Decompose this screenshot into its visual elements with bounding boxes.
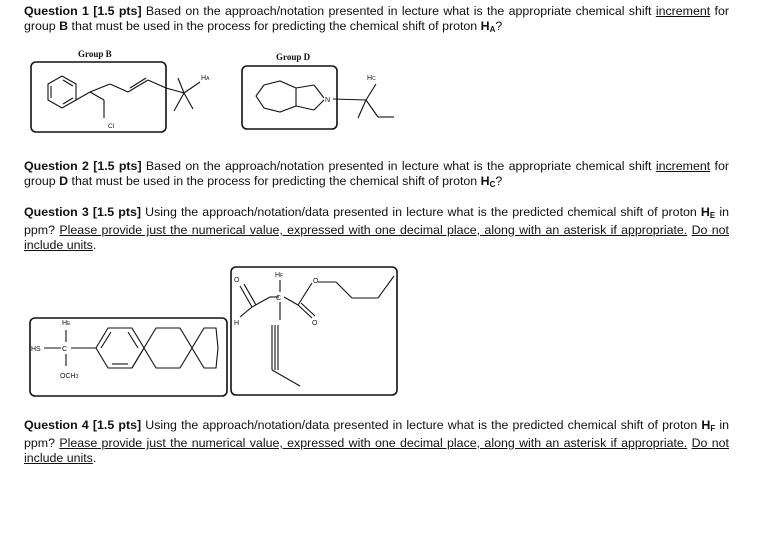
hf-label: HF	[275, 272, 284, 279]
q2-text-b: for group	[24, 159, 729, 188]
fused-ring-2	[192, 328, 218, 368]
n-atom-label: N	[325, 97, 331, 104]
q2-proton-sub: C	[489, 180, 496, 189]
q3-proton-sub: E	[709, 211, 716, 220]
q4-no-units: Do not include units	[24, 436, 729, 465]
carbonyl-o-label: O	[312, 320, 318, 327]
right-molecule-box	[231, 267, 397, 395]
q2-text-a: Based on the approach/notation presented in lecture what is the appropriate chemical shift	[141, 159, 656, 173]
q4-text-b: in ppm?	[24, 418, 729, 450]
q1-proton-sub: A	[489, 25, 496, 34]
q3-instruction: Please provide just the numerical value, expressed with one decimal place, along with an asterisk if appropriate.	[59, 223, 688, 237]
question-4-text	[24, 418, 729, 466]
c2-atom-label: C	[276, 295, 282, 302]
ha-label: HA	[201, 75, 210, 82]
phenyl-ring	[96, 328, 144, 368]
question-4-heading: Question 4 [1.5 pts]	[24, 418, 142, 432]
hc-label: HC	[367, 75, 376, 82]
q1-text-b: for group	[24, 4, 729, 33]
group-b-label: Group B	[78, 49, 112, 59]
och3-label: OCH3	[60, 373, 79, 380]
ester-o-label: O	[313, 278, 319, 285]
q3-text-a: Using the approach/notation/data presented in lecture what is the predicted chemical shift of proton	[141, 205, 701, 219]
q3-proton: H	[700, 205, 710, 219]
q1-text-a: Based on the approach/notation presented in lecture what is the appropriate chemical shift	[141, 4, 656, 18]
q4-proton-sub: F	[710, 424, 716, 433]
q2-underlined: increment	[655, 159, 711, 173]
q4-text-a: Using the approach/notation/data presented in lecture what is the predicted chemical shift of proton	[141, 418, 702, 432]
group-d-label: Group D	[276, 52, 311, 62]
q3-period: .	[92, 238, 97, 252]
q4-proton: H	[701, 418, 711, 432]
q1-text-c: that must be used in the process for predicting the chemical shift of proton	[68, 19, 481, 33]
q3-no-units: Do not include units	[24, 223, 729, 252]
q1-underlined: increment	[655, 4, 711, 18]
q1-text-d: ?	[495, 19, 503, 33]
fused-ring-1	[144, 328, 192, 368]
q2-text-d: ?	[495, 174, 503, 188]
hs-label: HS	[31, 346, 41, 353]
aldehyde-o-label: O	[234, 277, 240, 284]
q2-text-c: that must be used in the process for predicting the chemical shift of proton	[68, 174, 481, 188]
question-1-heading: Question 1 [1.5 pts]	[24, 4, 142, 18]
aldehyde-h-label: H	[234, 320, 240, 327]
q3-text-b: in ppm?	[24, 205, 729, 237]
question-3-heading: Question 3 [1.5 pts]	[24, 205, 142, 219]
q2-proton: H	[480, 174, 490, 188]
q1-group: B	[59, 19, 69, 33]
c-atom-label: C	[62, 346, 68, 353]
q2-group: D	[59, 174, 69, 188]
cl-label: Cl	[108, 123, 115, 130]
question-2-heading: Question 2 [1.5 pts]	[24, 159, 142, 173]
q4-instruction: Please provide just the numerical value, expressed with one decimal place, along with an asterisk if appropriate.	[59, 436, 688, 450]
q1-proton: H	[480, 19, 490, 33]
q4-period: .	[92, 451, 97, 465]
he-label: HE	[62, 320, 71, 327]
